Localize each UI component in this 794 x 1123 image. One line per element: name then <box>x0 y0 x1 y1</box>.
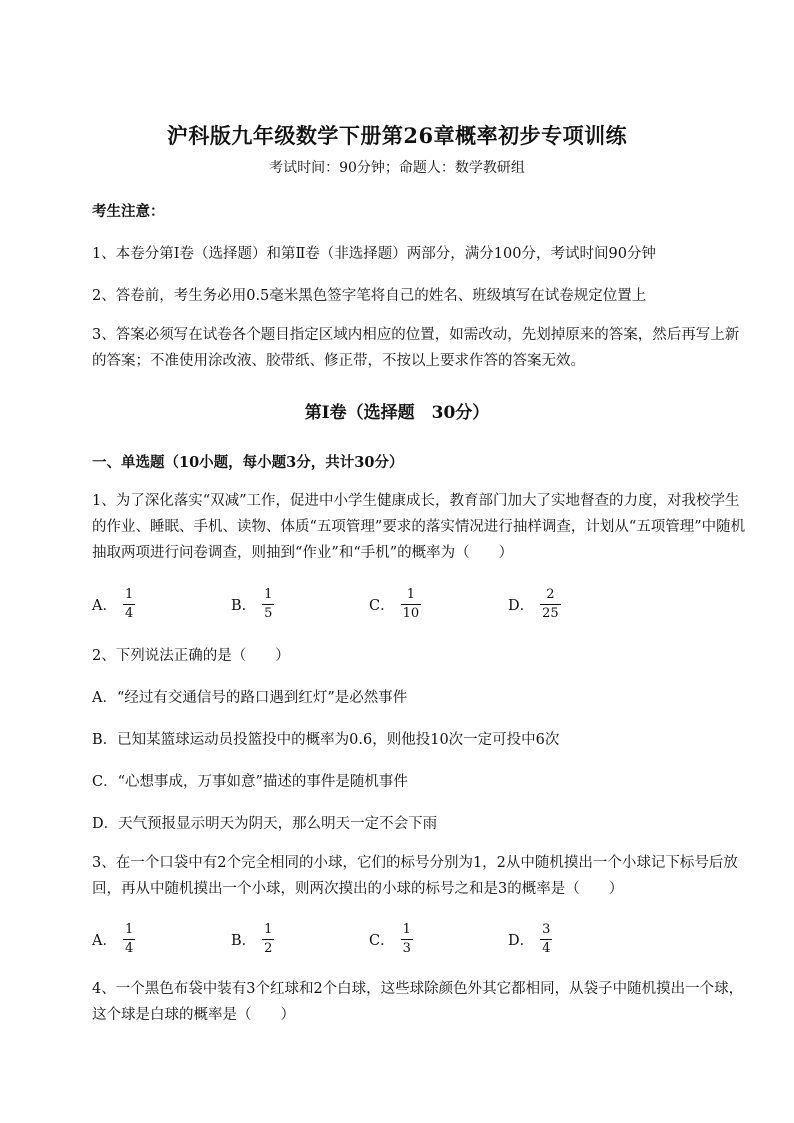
option-label: D． <box>508 598 535 614</box>
denominator: 4 <box>124 606 134 621</box>
option-label: C． <box>369 598 395 614</box>
question-3-option-b[interactable] <box>231 923 274 956</box>
question-2-stem: 2、下列说法正确的是（ ） <box>92 648 290 664</box>
numerator: 1 <box>264 922 273 937</box>
question-2-option-b[interactable]: B．已知某篮球运动员投篮投中的概率为0.6，则他投10次一定可投中6次 <box>92 732 560 748</box>
denominator: 4 <box>542 941 551 956</box>
question-1-option-c[interactable] <box>369 588 421 621</box>
page-title: 沪科版九年级数学下册第26章概率初步专项训练 <box>166 123 628 148</box>
fraction <box>401 923 413 956</box>
numerator: 1 <box>124 922 134 937</box>
question-1-stem: 1、为了深化落实“双减”工作，促进中小学生健康成长，教育部门加大了实地督查的力度，对我校学生的作业、睡眠、手机、读物、体质“五项管理”要求的落实情况进行抽样调查，计划从“五项管理”中随机抽取两项进行问卷调查，则抽到“作业”和“手机”的概率为（ ） <box>92 493 746 561</box>
question-3-option-c[interactable] <box>369 923 413 956</box>
fraction <box>123 923 135 956</box>
notice-item-2: 2、答卷前，考生务必用0.5毫米黑色签字笔将自己的姓名、班级填写在试卷规定位置上 <box>92 288 647 304</box>
question-3-option-d[interactable] <box>508 923 552 956</box>
question-3-option-a[interactable] <box>92 923 135 956</box>
numerator: 1 <box>124 587 134 602</box>
denominator: 4 <box>124 941 134 956</box>
option-label: A． <box>92 933 117 949</box>
question-1-option-d[interactable] <box>508 588 561 621</box>
numerator: 1 <box>406 587 416 602</box>
denominator: 10 <box>402 606 420 621</box>
notice-item-1: 1、本卷分第I卷（选择题）和第Ⅱ卷（非选择题）两部分，满分100分，考试时间90分钟 <box>92 246 656 262</box>
question-2-option-d[interactable]: D．天气预报显示明天为阴天，那么明天一定不会下雨 <box>92 816 438 832</box>
fraction <box>401 588 422 621</box>
numerator: 1 <box>264 587 273 602</box>
option-label: A． <box>92 598 117 614</box>
fraction <box>540 588 561 621</box>
notice-heading: 考生注意： <box>92 203 165 220</box>
exam-info: 考试时间：90分钟；命题人：数学教研组 <box>269 160 525 176</box>
question-1-option-a[interactable] <box>92 588 135 621</box>
question-1-option-b[interactable] <box>231 588 274 621</box>
question-4-stem: 4、一个黑色布袋中装有3个红球和2个白球，这些球除颜色外其它都相同，从袋子中随机摸出一个球，这个球是白球的概率是（ ） <box>92 981 744 1023</box>
question-2-option-a[interactable]: A．“经过有交通信号的路口遇到红灯”是必然事件 <box>92 690 408 706</box>
denominator: 5 <box>264 606 273 621</box>
option-label: B． <box>231 598 257 614</box>
denominator: 2 <box>264 941 273 956</box>
question-2-option-c[interactable]: C．“心想事成，万事如意”描述的事件是随机事件 <box>92 774 408 790</box>
denominator: 25 <box>542 606 559 621</box>
fraction <box>262 588 274 621</box>
option-label: D． <box>508 933 535 949</box>
denominator: 3 <box>402 941 411 956</box>
numerator: 2 <box>546 587 555 602</box>
question-3-stem: 3、在一个口袋中有2个完全相同的小球，它们的标号分别为1，2从中随机摸出一个小球记下标号后放回，再从中随机摸出一个小球，则两次摸出的小球的标号之和是3的概率是（ ） <box>92 855 738 897</box>
fraction <box>123 588 135 621</box>
fraction <box>540 923 552 956</box>
notice-item-3: 3、答案必须写在试卷各个题目指定区域内相应的位置，如需改动，先划掉原来的答案，然后再写上新的答案；不准使用涂改液、胶带纸、修正带，不按以上要求作答的答案无效。 <box>92 327 740 369</box>
option-label: C． <box>369 933 395 949</box>
numerator: 1 <box>402 922 411 937</box>
section-title: 第I卷（选择题 30分） <box>304 403 490 423</box>
fraction <box>262 923 274 956</box>
part-title: 一、单选题（10小题，每小题3分，共计30分） <box>92 454 404 471</box>
option-label: B． <box>231 933 257 949</box>
numerator: 3 <box>542 922 551 937</box>
